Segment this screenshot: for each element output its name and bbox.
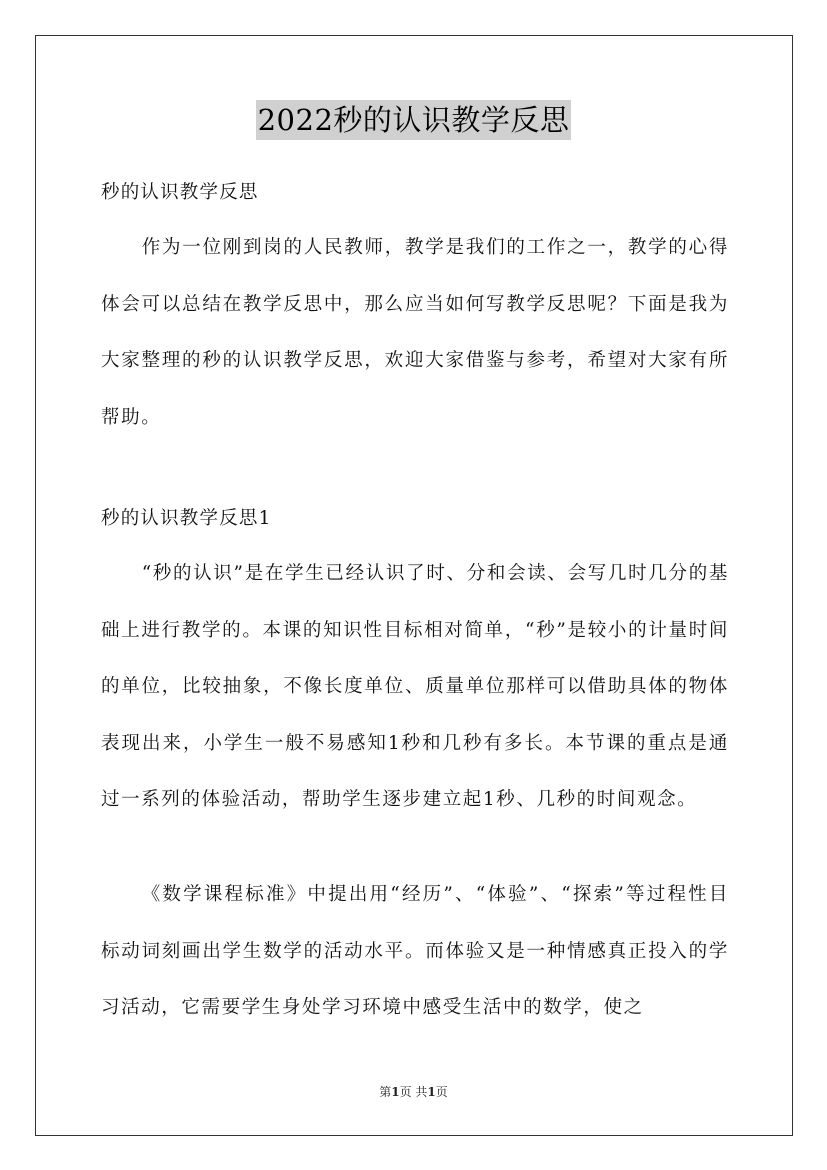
intro-paragraph: 作为一位刚到岗的人民教师，教学是我们的工作之一，教学的心得体会可以总结在教学反思中，那么应当如何写教学反思呢？下面是我为大家整理的秒的认识教学反思，欢迎大家借鉴与参考，希望对大家有所帮助。: [101, 237, 729, 428]
section-paragraph-1: “秒的认识”是在学生已经认识了时、分和会读、会写几时几分的基础上进行教学的。本课的知识性目标相对简单，“秒”是较小的计量时间的单位，比较抽象，不像长度单位、质量单位那样可以借助具体的物体表现出来，小学生一般不易感知1秒和几秒有多长。本节课的重点是通过一系列的体验活动，帮助学生逐步建立起1秒、几秒的时间观念。: [101, 563, 729, 810]
page-footer: [0, 1083, 827, 1100]
section-paragraph-2: 《数学课程标准》中提出用“经历”、“体验”、“探索”等过程性目标动词刻画出学生数学的活动水平。而体验又是一种情感真正投入的学习活动，它需要学生身处学习环境中感受生活中的数学，使之: [101, 884, 729, 1018]
footer-prefix: 第: [379, 1085, 392, 1099]
title-container: [0, 100, 827, 140]
document-subtitle: 秒的认识教学反思: [101, 182, 259, 203]
footer-current-page: 1: [391, 1085, 400, 1099]
footer-total-pages: 1: [427, 1085, 436, 1099]
footer-suffix: 页: [435, 1085, 448, 1099]
document-title: 2022秒的认识教学反思: [256, 100, 572, 140]
section-heading: 秒的认识教学反思1: [101, 508, 272, 529]
footer-mid: 页 共: [399, 1085, 428, 1099]
